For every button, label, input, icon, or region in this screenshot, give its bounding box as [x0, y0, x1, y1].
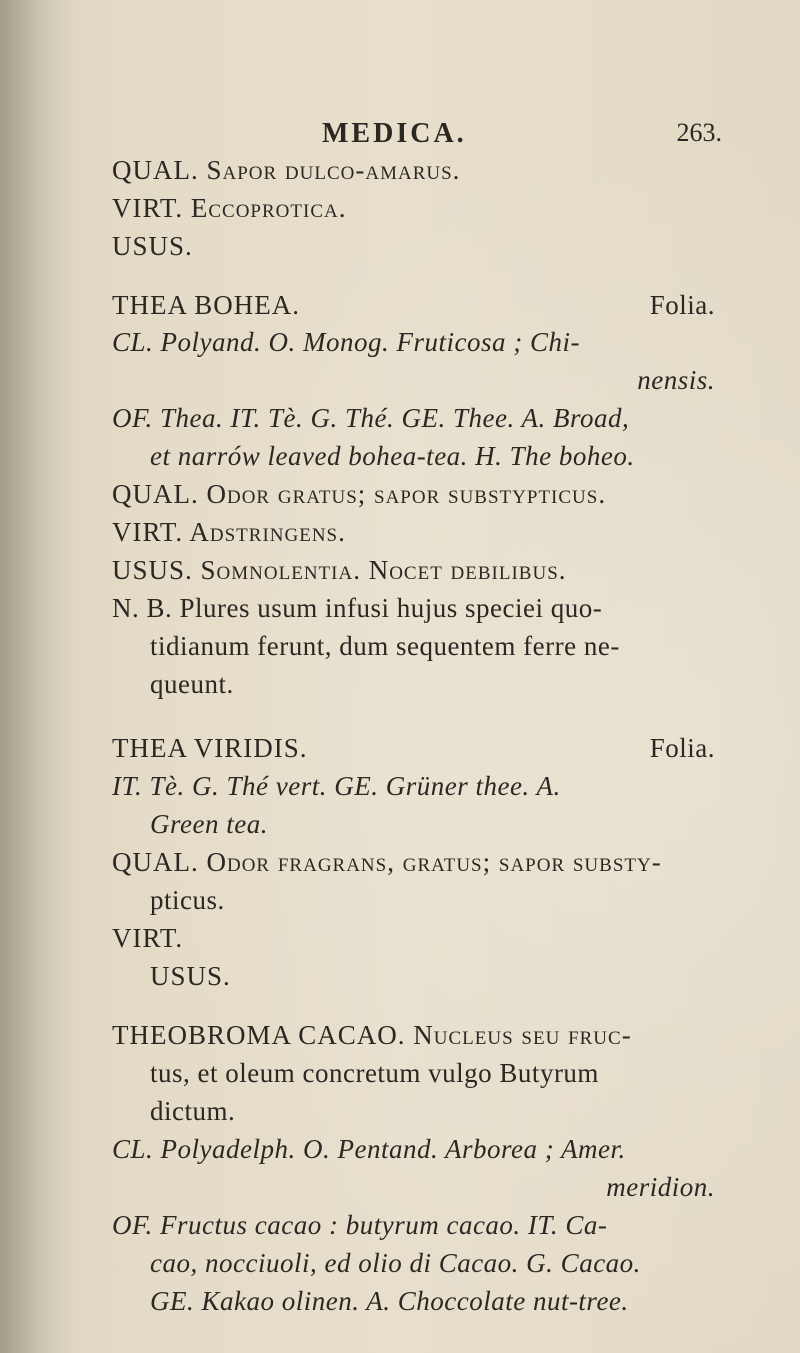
entry-part: Folia.	[649, 733, 715, 763]
text-line: USUS.	[112, 231, 193, 261]
text-line: CL. Polyand. O. Monog. Fruticosa ; Chi-	[112, 327, 580, 357]
running-title: MEDICA.	[322, 118, 467, 149]
text-line: tidianum ferunt, dum sequentem ferre ne-	[150, 631, 620, 661]
text-line: dictum.	[150, 1096, 236, 1126]
text-line: N. B. Plures usum infusi hujus speciei quo-	[112, 593, 603, 623]
text-line: QUAL. Sapor dulco-amarus.	[112, 155, 461, 185]
text-line: VIRT. Eccoprotica.	[112, 193, 347, 223]
text-line: USUS. Somnolentia. Nocet debilibus.	[112, 555, 567, 585]
entry-part: Folia.	[649, 290, 715, 320]
text-line: pticus.	[150, 885, 225, 915]
entry-heading: THEA BOHEA.	[112, 290, 300, 320]
text-line: VIRT.	[112, 923, 184, 953]
page-number: 263.	[676, 118, 722, 147]
text-line: meridion.	[606, 1172, 715, 1202]
text-line: OF. Fructus cacao : butyrum cacao. IT. Ca-	[112, 1210, 608, 1240]
text-line: nensis.	[637, 365, 715, 395]
text-line: CL. Polyadelph. O. Pentand. Arborea ; Amer.	[112, 1134, 626, 1164]
text-line: VIRT. Adstringens.	[112, 517, 346, 547]
text-line: Green tea.	[150, 809, 268, 839]
text-line: QUAL. Odor fragrans, gratus; sapor substy-	[112, 847, 662, 877]
text-line: GE. Kakao olinen. A. Choccolate nut-tree.	[150, 1286, 629, 1316]
text-line: USUS.	[150, 961, 231, 991]
text-line: IT. Tè. G. Thé vert. GE. Grüner thee. A.	[112, 771, 561, 801]
text-line: et narrów leaved bohea-tea. H. The boheo.	[150, 441, 635, 471]
text-line: cao, nocciuoli, ed olio di Cacao. G. Cacao.	[150, 1248, 641, 1278]
entry-heading: THEOBROMA CACAO. Nucleus seu fruc-	[112, 1020, 632, 1050]
entry-heading: THEA VIRIDIS.	[112, 733, 308, 763]
text-line: tus, et oleum concretum vulgo Butyrum	[150, 1058, 599, 1088]
text-line: QUAL. Odor gratus; sapor substypticus.	[112, 479, 607, 509]
text-line: OF. Thea. IT. Tè. G. Thé. GE. Thee. A. Broad,	[112, 403, 630, 433]
text-line: queunt.	[150, 669, 234, 699]
page-gutter	[0, 0, 60, 1353]
